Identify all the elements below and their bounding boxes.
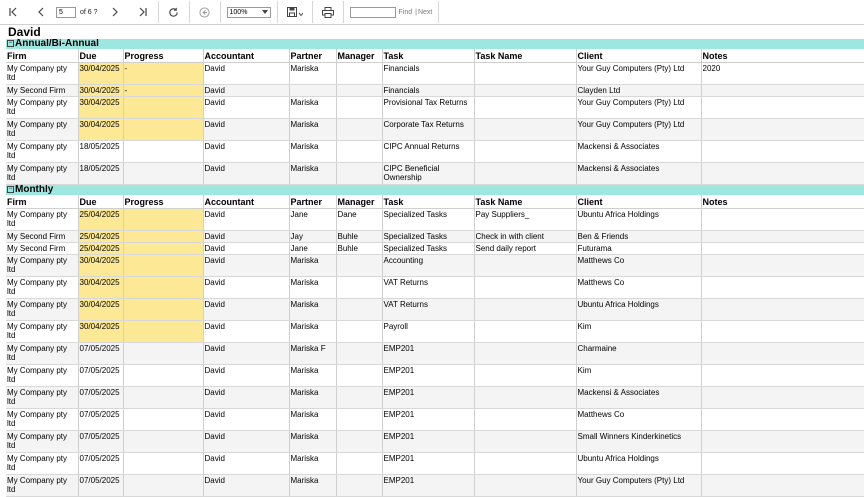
cell-progress: - <box>123 85 203 97</box>
cell-manager <box>336 119 382 141</box>
cell-firm: My Company pty ltd <box>6 119 78 141</box>
cell-firm: My Company pty ltd <box>6 453 78 475</box>
cell-task: EMP201 <box>382 453 474 475</box>
cell-progress <box>123 453 203 475</box>
cell-progress <box>123 365 203 387</box>
cell-task: Financials <box>382 85 474 97</box>
table-row <box>6 299 864 321</box>
column-header-row <box>6 49 864 63</box>
column-header: Partner <box>289 49 336 63</box>
back-to-parent-icon[interactable] <box>196 3 214 21</box>
cell-partner: Mariska F <box>289 343 336 365</box>
table-row <box>6 453 864 475</box>
cell-task-name: Pay Suppliers_ <box>474 209 576 231</box>
table-row <box>6 277 864 299</box>
cell-due: 30/04/2025 <box>78 321 123 343</box>
cell-client: Matthews Co <box>576 409 701 431</box>
cell-notes <box>701 243 864 255</box>
cell-client: Your Guy Computers (Pty) Ltd <box>576 63 701 85</box>
cell-notes <box>701 141 864 163</box>
cell-accountant: David <box>203 97 289 119</box>
cell-partner: Mariska <box>289 431 336 453</box>
cell-notes <box>701 277 864 299</box>
cell-client: Kim <box>576 365 701 387</box>
cell-accountant: David <box>203 475 289 497</box>
cell-client: Ben & Friends <box>576 231 701 243</box>
cell-client: Ubuntu Africa Holdings <box>576 453 701 475</box>
cell-due: 30/04/2025 <box>78 85 123 97</box>
report-body <box>6 26 864 497</box>
column-header-row <box>6 195 864 209</box>
cell-partner: Jay <box>289 231 336 243</box>
cell-partner: Mariska <box>289 387 336 409</box>
cell-task-name: Send daily report <box>474 243 576 255</box>
cell-notes <box>701 365 864 387</box>
cell-task-name <box>474 409 576 431</box>
cell-due: 07/05/2025 <box>78 365 123 387</box>
cell-task: Specialized Tasks <box>382 209 474 231</box>
cell-notes <box>701 409 864 431</box>
next-link[interactable]: Next <box>417 8 433 16</box>
cell-notes <box>701 387 864 409</box>
column-header: Firm <box>6 49 78 63</box>
column-header: Progress <box>123 195 203 209</box>
cell-progress <box>123 343 203 365</box>
cell-task: VAT Returns <box>382 299 474 321</box>
find-separator: | <box>415 8 417 16</box>
cell-firm: My Second Firm <box>6 85 78 97</box>
cell-manager <box>336 255 382 277</box>
cell-task: Provisional Tax Returns <box>382 97 474 119</box>
cell-notes <box>701 321 864 343</box>
cell-due: 07/05/2025 <box>78 475 123 497</box>
toolbar-divider <box>189 1 190 23</box>
cell-firm: My Company pty ltd <box>6 365 78 387</box>
cell-firm: My Company pty ltd <box>6 255 78 277</box>
cell-client: Mackensi & Associates <box>576 387 701 409</box>
table-row <box>6 119 864 141</box>
cell-due: 25/04/2025 <box>78 209 123 231</box>
cell-partner: Mariska <box>289 365 336 387</box>
cell-firm: My Company pty ltd <box>6 387 78 409</box>
cell-manager <box>336 321 382 343</box>
cell-partner: Mariska <box>289 321 336 343</box>
cell-manager: Buhle <box>336 231 382 243</box>
cell-manager <box>336 387 382 409</box>
cell-task: Financials <box>382 63 474 85</box>
cell-task-name <box>474 141 576 163</box>
cell-accountant: David <box>203 387 289 409</box>
report-table <box>6 39 864 497</box>
cell-accountant: David <box>203 243 289 255</box>
refresh-icon[interactable] <box>165 3 183 21</box>
toolbar-divider <box>343 1 344 23</box>
cell-due: 07/05/2025 <box>78 387 123 409</box>
cell-client: Your Guy Computers (Pty) Ltd <box>576 97 701 119</box>
table-row <box>6 163 864 185</box>
cell-partner: Mariska <box>289 63 336 85</box>
cell-task: Payroll <box>382 321 474 343</box>
table-row <box>6 321 864 343</box>
cell-firm: My Company pty ltd <box>6 277 78 299</box>
table-row <box>6 343 864 365</box>
zoom-value: 100% <box>229 8 248 16</box>
cell-progress <box>123 387 203 409</box>
cell-progress <box>123 97 203 119</box>
cell-notes <box>701 231 864 243</box>
cell-task: EMP201 <box>382 475 474 497</box>
cell-task: EMP201 <box>382 431 474 453</box>
cell-notes <box>701 453 864 475</box>
cell-due: 25/04/2025 <box>78 243 123 255</box>
cell-notes <box>701 255 864 277</box>
column-header: Firm <box>6 195 78 209</box>
cell-due: 07/05/2025 <box>78 409 123 431</box>
table-row <box>6 387 864 409</box>
cell-task-name <box>474 343 576 365</box>
table-row <box>6 85 864 97</box>
cell-due: 25/04/2025 <box>78 231 123 243</box>
cell-notes <box>701 163 864 185</box>
cell-task: Specialized Tasks <box>382 243 474 255</box>
table-row <box>6 209 864 231</box>
cell-progress <box>123 475 203 497</box>
group-name: Annual/Bi-Annual <box>15 39 99 49</box>
cell-progress <box>123 231 203 243</box>
cell-task-name <box>474 85 576 97</box>
cell-firm: My Company pty ltd <box>6 97 78 119</box>
cell-accountant: David <box>203 119 289 141</box>
cell-firm: My Company pty ltd <box>6 163 78 185</box>
cell-firm: My Company pty ltd <box>6 141 78 163</box>
cell-notes <box>701 431 864 453</box>
last-page-icon[interactable] <box>134 3 152 21</box>
cell-manager <box>336 63 382 85</box>
cell-accountant: David <box>203 321 289 343</box>
cell-partner: Mariska <box>289 475 336 497</box>
cell-client: Ubuntu Africa Holdings <box>576 209 701 231</box>
cell-task-name <box>474 255 576 277</box>
cell-client: Futurama <box>576 243 701 255</box>
table-row <box>6 431 864 453</box>
column-header: Task Name <box>474 49 576 63</box>
cell-task: CIPC Beneficial Ownership <box>382 163 474 185</box>
toolbar-divider <box>158 1 159 23</box>
cell-task: Corporate Tax Returns <box>382 119 474 141</box>
table-row <box>6 231 864 243</box>
cell-progress <box>123 163 203 185</box>
column-header: Client <box>576 49 701 63</box>
column-header: Task <box>382 49 474 63</box>
cell-due: 18/05/2025 <box>78 141 123 163</box>
cell-manager <box>336 299 382 321</box>
cell-manager <box>336 97 382 119</box>
toolbar-divider <box>277 1 278 23</box>
page-number-input[interactable] <box>56 7 76 18</box>
find-link[interactable]: Find <box>398 8 413 16</box>
cell-notes: 2020 <box>701 63 864 85</box>
cell-manager <box>336 475 382 497</box>
collapse-toggle-icon[interactable]: − <box>8 185 13 192</box>
table-row <box>6 409 864 431</box>
table-row <box>6 141 864 163</box>
cell-partner: Mariska <box>289 255 336 277</box>
cell-firm: My Second Firm <box>6 243 78 255</box>
cell-notes <box>701 343 864 365</box>
cell-task: EMP201 <box>382 387 474 409</box>
cell-task-name <box>474 97 576 119</box>
column-header: Due <box>78 195 123 209</box>
cell-task-name <box>474 475 576 497</box>
cell-partner: Mariska <box>289 409 336 431</box>
cell-task: Accounting <box>382 255 474 277</box>
cell-task: EMP201 <box>382 365 474 387</box>
cell-due: 30/04/2025 <box>78 63 123 85</box>
cell-task-name <box>474 63 576 85</box>
cell-progress <box>123 209 203 231</box>
cell-partner: Mariska <box>289 119 336 141</box>
cell-task-name: Check in with client <box>474 231 576 243</box>
cell-client: Mackensi & Associates <box>576 163 701 185</box>
table-row <box>6 97 864 119</box>
cell-progress <box>123 409 203 431</box>
cell-accountant: David <box>203 231 289 243</box>
cell-firm: My Company pty ltd <box>6 209 78 231</box>
toolbar-divider <box>312 1 313 23</box>
cell-accountant: David <box>203 409 289 431</box>
zoom-select[interactable] <box>227 7 271 18</box>
cell-client: Your Guy Computers (Pty) Ltd <box>576 119 701 141</box>
cell-notes <box>701 209 864 231</box>
table-row <box>6 255 864 277</box>
first-page-icon[interactable] <box>4 3 22 21</box>
cell-partner: Mariska <box>289 97 336 119</box>
group-header-cell <box>6 185 864 196</box>
report-toolbar <box>0 0 864 25</box>
cell-notes <box>701 299 864 321</box>
cell-progress <box>123 255 203 277</box>
cell-accountant: David <box>203 365 289 387</box>
cell-task: EMP201 <box>382 409 474 431</box>
cell-accountant: David <box>203 255 289 277</box>
next-page-icon[interactable] <box>106 3 124 21</box>
column-header: Accountant <box>203 49 289 63</box>
cell-task-name <box>474 299 576 321</box>
cell-notes <box>701 119 864 141</box>
cell-accountant: David <box>203 141 289 163</box>
cell-task-name <box>474 431 576 453</box>
cell-notes <box>701 97 864 119</box>
column-header: Partner <box>289 195 336 209</box>
cell-firm: My Second Firm <box>6 231 78 243</box>
cell-client: Matthews Co <box>576 255 701 277</box>
cell-due: 30/04/2025 <box>78 119 123 141</box>
cell-accountant: David <box>203 277 289 299</box>
cell-client: Mackensi & Associates <box>576 141 701 163</box>
cell-manager <box>336 85 382 97</box>
column-header: Progress <box>123 49 203 63</box>
group-header-cell <box>6 39 864 49</box>
cell-task-name <box>474 321 576 343</box>
cell-manager <box>336 277 382 299</box>
cell-partner: Jane <box>289 209 336 231</box>
cell-partner: Mariska <box>289 299 336 321</box>
chevron-down-icon <box>262 10 268 14</box>
column-header: Notes <box>701 49 864 63</box>
cell-client: Charmaine <box>576 343 701 365</box>
cell-partner <box>289 85 336 97</box>
cell-firm: My Company pty ltd <box>6 321 78 343</box>
cell-due: 07/05/2025 <box>78 431 123 453</box>
cell-partner: Mariska <box>289 141 336 163</box>
table-row <box>6 365 864 387</box>
cell-manager <box>336 431 382 453</box>
cell-accountant: David <box>203 163 289 185</box>
cell-task-name <box>474 453 576 475</box>
cell-client: Small Winners Kinderkinetics <box>576 431 701 453</box>
cell-task: EMP201 <box>382 343 474 365</box>
cell-progress <box>123 277 203 299</box>
cell-due: 18/05/2025 <box>78 163 123 185</box>
cell-manager: Dane <box>336 209 382 231</box>
cell-client: Kim <box>576 321 701 343</box>
cell-manager: Buhle <box>336 243 382 255</box>
cell-progress <box>123 119 203 141</box>
table-row <box>6 63 864 85</box>
cell-partner: Mariska <box>289 163 336 185</box>
cell-task-name <box>474 365 576 387</box>
column-header: Accountant <box>203 195 289 209</box>
cell-accountant: David <box>203 209 289 231</box>
cell-manager <box>336 141 382 163</box>
cell-firm: My Company pty ltd <box>6 299 78 321</box>
cell-accountant: David <box>203 299 289 321</box>
cell-accountant: David <box>203 63 289 85</box>
cell-accountant: David <box>203 85 289 97</box>
cell-firm: My Company pty ltd <box>6 431 78 453</box>
toolbar-divider <box>220 1 221 23</box>
report-title: David <box>8 25 41 39</box>
cell-client: Ubuntu Africa Holdings <box>576 299 701 321</box>
cell-due: 30/04/2025 <box>78 97 123 119</box>
print-icon[interactable] <box>319 3 337 21</box>
cell-task: VAT Returns <box>382 277 474 299</box>
cell-progress <box>123 243 203 255</box>
cell-firm: My Company pty ltd <box>6 409 78 431</box>
cell-task-name <box>474 387 576 409</box>
column-header: Manager <box>336 49 382 63</box>
cell-manager <box>336 343 382 365</box>
column-header: Client <box>576 195 701 209</box>
cell-manager <box>336 163 382 185</box>
cell-notes <box>701 475 864 497</box>
toolbar-divider <box>438 1 439 23</box>
table-row <box>6 243 864 255</box>
table-row <box>6 475 864 497</box>
cell-firm: My Company pty ltd <box>6 475 78 497</box>
column-header: Notes <box>701 195 864 209</box>
cell-progress <box>123 299 203 321</box>
cell-accountant: David <box>203 343 289 365</box>
cell-partner: Jane <box>289 243 336 255</box>
cell-due: 30/04/2025 <box>78 255 123 277</box>
cell-firm: My Company pty ltd <box>6 343 78 365</box>
cell-accountant: David <box>203 453 289 475</box>
cell-task: CIPC Annual Returns <box>382 141 474 163</box>
cell-progress <box>123 431 203 453</box>
cell-due: 07/05/2025 <box>78 453 123 475</box>
cell-manager <box>336 409 382 431</box>
page-count-label: of 6 ? <box>80 8 98 16</box>
cell-task: Specialized Tasks <box>382 231 474 243</box>
cell-progress <box>123 321 203 343</box>
cell-partner: Mariska <box>289 453 336 475</box>
cell-notes <box>701 85 864 97</box>
group-header-row <box>6 185 864 196</box>
cell-due: 30/04/2025 <box>78 277 123 299</box>
cell-task-name <box>474 277 576 299</box>
cell-partner: Mariska <box>289 277 336 299</box>
cell-due: 30/04/2025 <box>78 299 123 321</box>
column-header: Due <box>78 49 123 63</box>
column-header: Task <box>382 195 474 209</box>
cell-progress: - <box>123 63 203 85</box>
cell-accountant: David <box>203 431 289 453</box>
save-export-icon[interactable] <box>284 3 306 21</box>
cell-task-name <box>474 119 576 141</box>
collapse-toggle-icon[interactable]: − <box>8 39 13 46</box>
cell-manager <box>336 365 382 387</box>
cell-client: Clayden Ltd <box>576 85 701 97</box>
group-header-row <box>6 39 864 49</box>
cell-firm: My Company pty ltd <box>6 63 78 85</box>
column-header: Task Name <box>474 195 576 209</box>
cell-client: Matthews Co <box>576 277 701 299</box>
cell-task-name <box>474 163 576 185</box>
cell-manager <box>336 453 382 475</box>
column-header: Manager <box>336 195 382 209</box>
group-name: Monthly <box>15 184 54 195</box>
previous-page-icon[interactable] <box>32 3 50 21</box>
find-input[interactable] <box>350 7 396 18</box>
cell-progress <box>123 141 203 163</box>
cell-client: Your Guy Computers (Pty) Ltd <box>576 475 701 497</box>
cell-due: 07/05/2025 <box>78 343 123 365</box>
